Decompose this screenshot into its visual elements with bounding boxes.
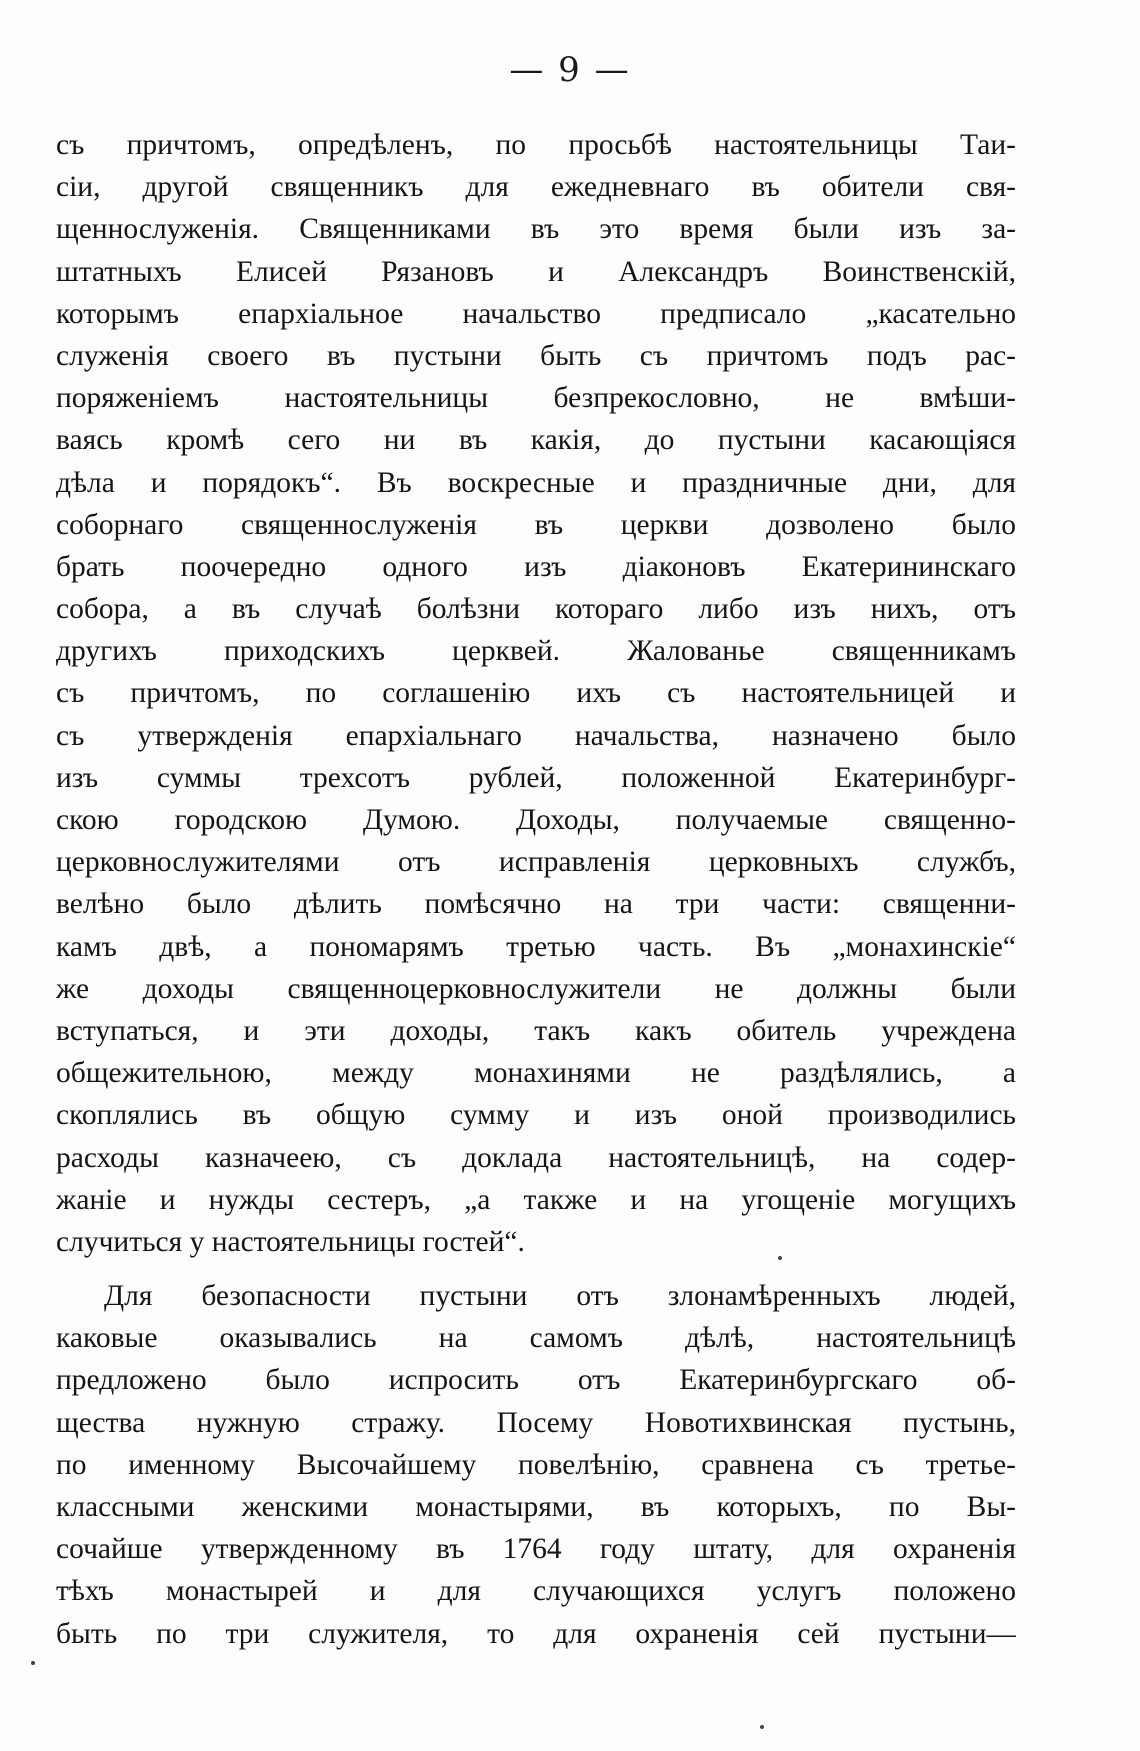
text-line: жаніе и нужды сестеръ, „а также и на угощеніе могущихъ	[56, 1183, 1016, 1216]
scan-speck	[760, 1725, 764, 1729]
text-line: классными женскими монастырями, въ которыхъ, по Вы-	[56, 1491, 1016, 1523]
text-line: собора, а въ случаѣ болѣзни котораго либо изъ нихъ, отъ	[56, 593, 1016, 626]
text-line: съ утвержденія епархіальнаго начальства, назначено было	[56, 719, 1016, 752]
text-line: соборнаго священнослуженія въ церкви дозволено было	[56, 508, 1016, 541]
text-line: щества нужную стражу. Посему Новотихвинская пустынь,	[56, 1406, 1016, 1439]
text-line: общежительною, между монахинями не раздѣлялись, а	[56, 1057, 1016, 1090]
text-line: быть по три служителя, то для охраненія сей пустыни—	[56, 1617, 1016, 1650]
text-line: съ причтомъ, по соглашенію ихъ съ настоятельницей и	[56, 677, 1016, 710]
text-line: скоплялись въ общую сумму и изъ оной производились	[56, 1099, 1016, 1132]
text-line: тѣхъ монастырей и для случающихся услугъ положено	[56, 1575, 1016, 1608]
paragraph-gap	[56, 1263, 1016, 1275]
text-line: которымъ епархіальное начальство предписало „касательно	[56, 297, 1016, 330]
paragraph-1	[56, 124, 1016, 1263]
text-line: каковые оказывались на самомъ дѣлѣ, настоятельницѣ	[56, 1322, 1016, 1355]
text-line: изъ суммы трехсотъ рублей, положенной Екатеринбург-	[56, 761, 1016, 794]
text-line: вступаться, и эти доходы, такъ какъ обитель учреждена	[56, 1014, 1016, 1047]
text-line: случиться у настоятельницы гостей“.	[56, 1225, 525, 1258]
text-line: другихъ приходскихъ церквей. Жалованье священникамъ	[56, 635, 1016, 668]
body-text	[56, 124, 1016, 1655]
paragraph-2	[56, 1275, 1016, 1655]
text-line: ваясь кромѣ сего ни въ какія, до пустыни касающіяся	[56, 424, 1016, 457]
text-line: сіи, другой священникъ для ежедневнаго въ обители свя-	[56, 171, 1016, 204]
text-line: же доходы священноцерковнослужители не должны были	[56, 972, 1016, 1005]
text-line: съ причтомъ, опредѣленъ, по просьбѣ настоятельницы Таи-	[56, 129, 1016, 161]
text-line: служенія своего въ пустыни быть съ причтомъ подъ рас-	[56, 339, 1016, 372]
scan-speck	[778, 1256, 782, 1260]
scan-speck	[31, 1661, 35, 1665]
text-line: Для безопасности пустыни отъ злонамѣренныхъ людей,	[104, 1280, 1016, 1313]
text-line: велѣно было дѣлить помѣсячно на три части: священни-	[56, 888, 1016, 921]
text-line: расходы казначеею, съ доклада настоятельницѣ, на содер-	[56, 1141, 1016, 1174]
text-line: поряженіемъ настоятельницы безпрекословно, не вмѣши-	[56, 382, 1016, 415]
text-line: церковнослужителями отъ исправленія церковныхъ службъ,	[56, 846, 1016, 879]
text-line: штатныхъ Елисей Рязановъ и Александръ Воинственскій,	[56, 255, 1016, 288]
text-line: камъ двѣ, а пономарямъ третью часть. Въ „монахинскіе“	[56, 930, 1016, 963]
text-line: по именному Высочайшему повелѣнію, сравнена съ третье-	[56, 1448, 1016, 1481]
page-number: — 9 —	[509, 50, 631, 90]
text-line: щеннослуженія. Священниками въ это время были изъ за-	[56, 213, 1016, 246]
text-line: скою городскою Думою. Доходы, получаемые священно-	[56, 804, 1016, 836]
text-line: дѣла и порядокъ“. Въ воскресные и праздничные дни, для	[56, 466, 1016, 499]
text-line: сочайше утвержденному въ 1764 году штату, для охраненія	[56, 1533, 1016, 1566]
text-line: предложено было испросить отъ Екатеринбургскаго об-	[56, 1364, 1016, 1397]
text-line: брать поочередно одного изъ діаконовъ Екатерининскаго	[56, 550, 1016, 583]
